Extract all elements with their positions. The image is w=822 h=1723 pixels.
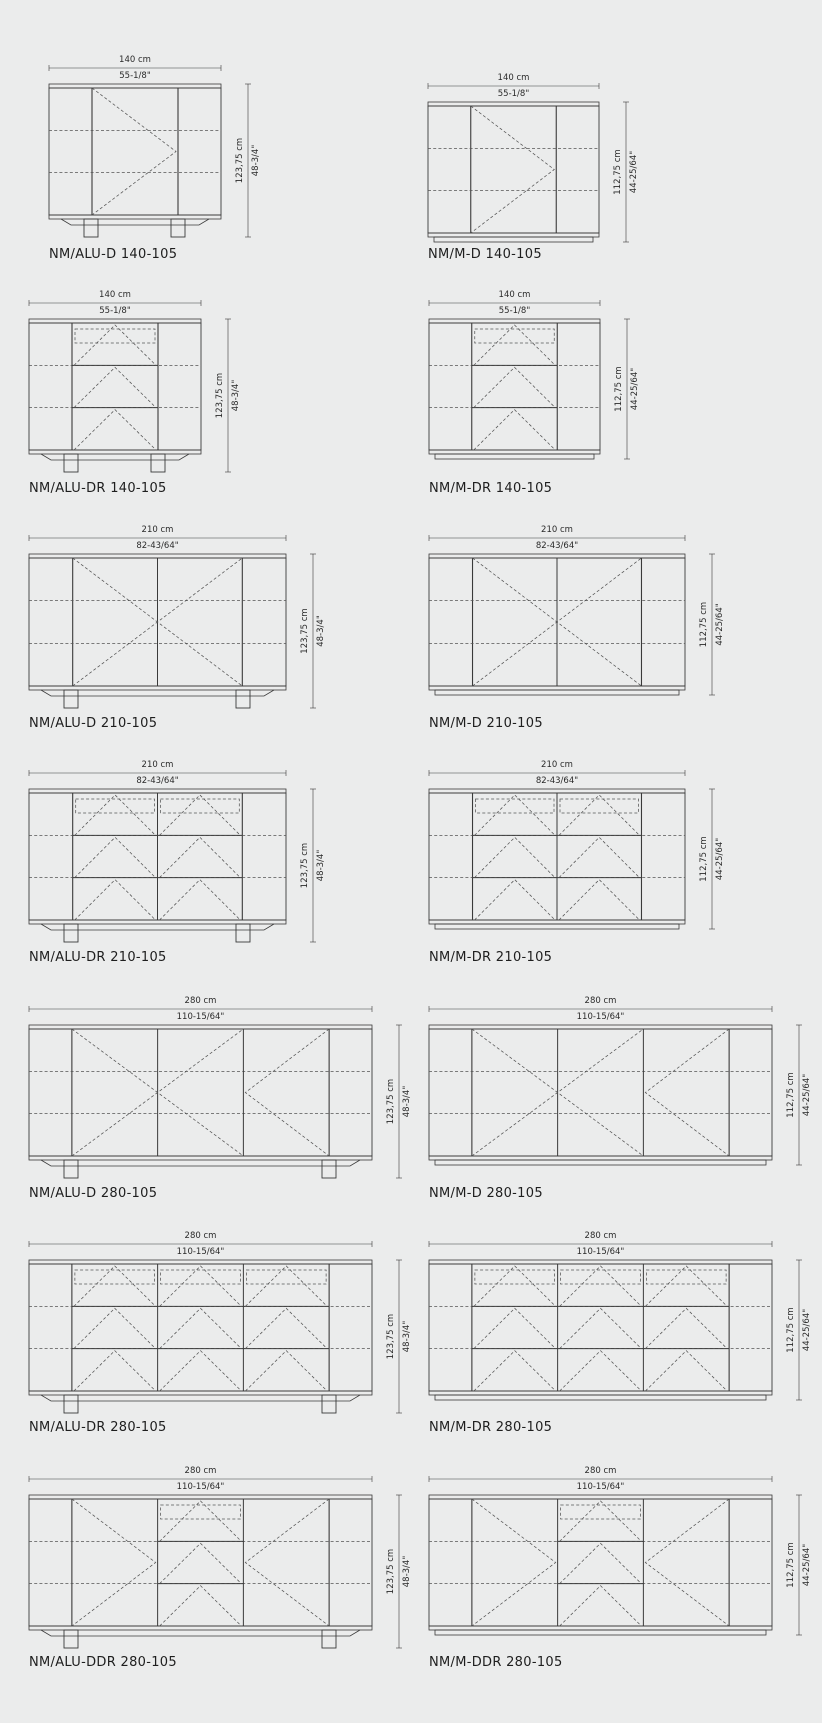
drawing-nm-m-d-140 [428,73,639,262]
width-cm-label: 210 cm [541,760,573,770]
height-in-label: 48-3/4" [251,144,261,177]
height-in-label: 44-25/64" [802,1543,812,1587]
width-cm-label: 210 cm [141,525,174,535]
height-in-label: 48-3/4" [231,379,241,412]
height-in-label: 48-3/4" [316,849,326,882]
drawing-nm-alu-dr-280 [29,1231,412,1435]
width-cm-label: 280 cm [584,996,617,1006]
drawing-nm-alu-dr-210 [29,760,326,965]
width-in-label: 110-15/64" [576,1012,625,1022]
model-label: NM/ALU-D 140-105 [49,247,178,262]
model-label: NM/ALU-DDR 280-105 [29,1655,177,1670]
height-cm-label: 112,75 cm [786,1542,796,1588]
height-in-label: 44-25/64" [715,837,725,881]
height-cm-label: 123,75 cm [235,137,245,184]
height-cm-label: 112,75 cm [699,836,709,882]
model-label: NM/M-DR 140-105 [429,481,553,496]
drawing-nm-m-ddr-280 [429,1466,812,1670]
width-in-label: 110-15/64" [176,1247,225,1257]
height-cm-label: 123,75 cm [300,608,310,654]
height-in-label: 48-3/4" [402,1085,412,1118]
height-cm-label: 123,75 cm [300,842,310,889]
height-cm-label: 123,75 cm [386,1548,396,1595]
width-cm-label: 140 cm [119,55,151,65]
width-in-label: 82-43/64" [136,541,179,551]
model-label: NM/ALU-DR 140-105 [29,481,167,496]
height-in-label: 44-25/64" [629,150,639,194]
model-label: NM/M-D 280-105 [429,1186,543,1201]
drawing-nm-m-dr-280 [429,1231,812,1435]
height-cm-label: 112,75 cm [786,1307,796,1353]
model-label: NM/ALU-D 280-105 [29,1186,158,1201]
width-in-label: 110-15/64" [576,1482,625,1492]
drawing-nm-m-dr-210 [429,760,725,965]
drawing-nm-alu-dr-140 [29,290,241,496]
width-cm-label: 210 cm [141,760,174,770]
drawing-nm-alu-d-210 [29,525,326,731]
width-cm-label: 140 cm [498,290,531,300]
width-cm-label: 280 cm [184,996,217,1006]
width-in-label: 82-43/64" [535,776,579,786]
width-in-label: 110-15/64" [176,1012,225,1022]
height-cm-label: 112,75 cm [614,366,624,412]
height-in-label: 44-25/64" [715,603,725,646]
height-in-label: 44-25/64" [802,1308,812,1352]
width-in-label: 110-15/64" [176,1482,225,1492]
height-cm-label: 112,75 cm [613,149,623,195]
width-in-label: 55-1/8" [497,89,530,99]
model-label: NM/M-DR 280-105 [429,1420,553,1435]
height-in-label: 48-3/4" [402,1320,412,1353]
width-in-label: 82-43/64" [535,541,579,551]
width-cm-label: 210 cm [541,525,573,535]
width-cm-label: 140 cm [497,73,530,83]
drawing-nm-alu-d-140 [49,55,261,262]
width-cm-label: 280 cm [584,1231,617,1241]
drawing-nm-m-d-280 [429,996,812,1201]
drawing-nm-m-dr-140 [429,290,640,496]
drawing-nm-alu-d-280 [29,996,412,1201]
model-label: NM/M-DR 210-105 [429,950,553,965]
width-in-label: 55-1/8" [119,71,151,81]
model-label: NM/ALU-DR 210-105 [29,950,167,965]
drawing-nm-m-d-210 [429,525,725,731]
height-in-label: 48-3/4" [402,1555,412,1588]
height-cm-label: 123,75 cm [386,1078,396,1125]
width-in-label: 110-15/64" [576,1247,625,1257]
model-label: NM/M-D 210-105 [429,716,543,731]
height-cm-label: 112,75 cm [786,1072,796,1118]
height-in-label: 48-3/4" [316,615,326,647]
model-label: NM/ALU-DR 280-105 [29,1420,167,1435]
model-label: NM/M-DDR 280-105 [429,1655,563,1670]
width-in-label: 55-1/8" [498,306,531,316]
height-in-label: 44-25/64" [630,367,640,411]
width-in-label: 55-1/8" [99,306,131,316]
height-in-label: 44-25/64" [802,1073,812,1117]
model-label: NM/ALU-D 210-105 [29,716,158,731]
width-cm-label: 280 cm [184,1466,217,1476]
height-cm-label: 123,75 cm [215,372,225,419]
height-cm-label: 123,75 cm [386,1313,396,1360]
height-cm-label: 112,75 cm [699,601,709,648]
model-label: NM/M-D 140-105 [428,247,542,262]
width-cm-label: 280 cm [584,1466,617,1476]
width-cm-label: 140 cm [99,290,131,300]
width-cm-label: 280 cm [184,1231,217,1241]
drawing-nm-alu-ddr-280 [29,1466,412,1670]
width-in-label: 82-43/64" [136,776,179,786]
